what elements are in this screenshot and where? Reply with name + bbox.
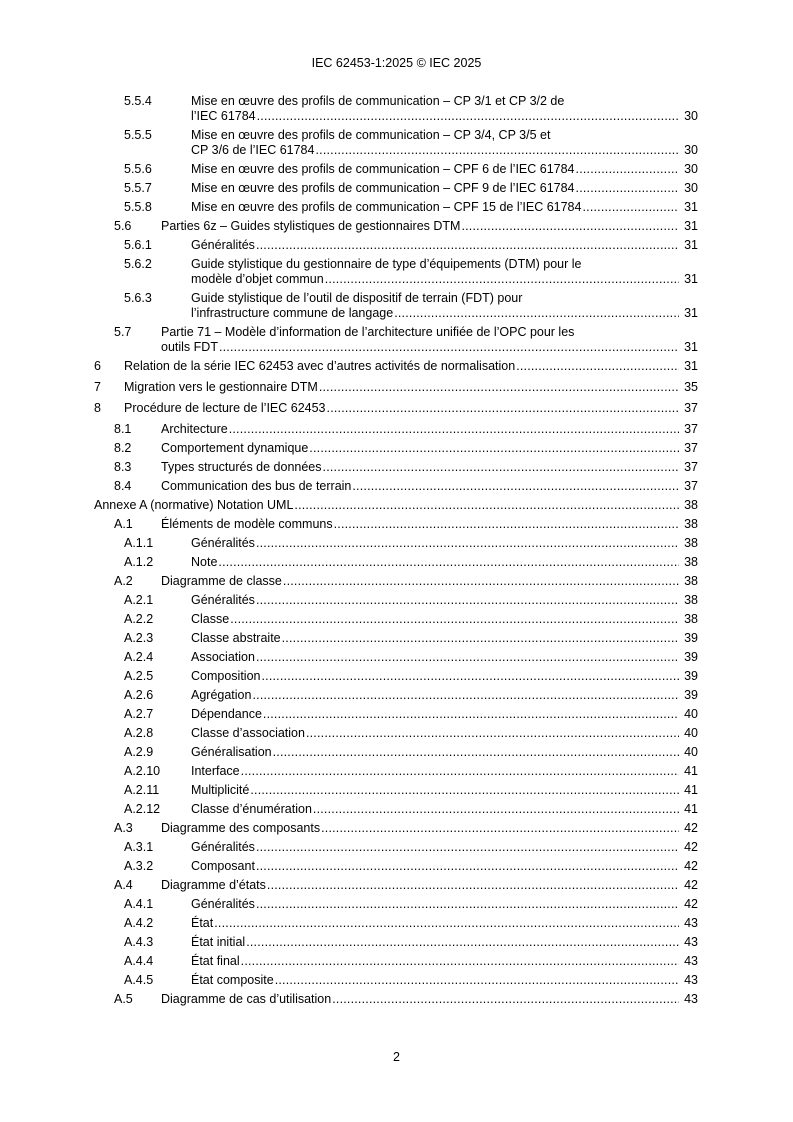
toc-dot-leader [576, 162, 679, 177]
toc-entry[interactable] [0, 935, 793, 950]
toc-dot-leader [275, 973, 679, 988]
toc-dot-leader [246, 935, 679, 950]
toc-entry[interactable] [0, 291, 793, 321]
toc-entry-title: Note [191, 555, 218, 569]
toc-dot-leader [323, 460, 679, 475]
toc-entry-page: 37 [684, 441, 698, 455]
toc-entry-title: Diagramme de cas d’utilisation [161, 992, 332, 1006]
toc-entry[interactable] [0, 498, 793, 513]
toc-dot-leader [250, 783, 679, 798]
toc-dot-leader [241, 764, 679, 779]
toc-entry-number: 6 [94, 359, 101, 373]
toc-dot-leader [256, 593, 679, 608]
toc-dot-leader [267, 878, 679, 893]
toc-entry-number: 5.6.3 [124, 291, 152, 305]
toc-entry-page: 31 [684, 359, 698, 373]
toc-entry-page: 37 [684, 479, 698, 493]
toc-dot-leader [252, 688, 679, 703]
toc-dot-leader [263, 707, 679, 722]
toc-entry-title: CP 3/6 de l’IEC 61784 [191, 143, 315, 157]
toc-entry-number: A.2.2 [124, 612, 154, 626]
toc-entry-title: Mise en œuvre des profils de communication – CPF 6 de l’IEC 61784 [191, 162, 575, 176]
toc-entry-page: 41 [684, 783, 698, 797]
toc-entry-number: 5.6.2 [124, 257, 152, 271]
toc-entry-number: A.3 [114, 821, 133, 835]
toc-entry-title: Interface [191, 764, 240, 778]
toc-entry-title: Classe abstraite [191, 631, 281, 645]
toc-entry[interactable] [0, 878, 793, 893]
toc-entry[interactable] [0, 669, 793, 684]
toc-entry-title: Architecture [161, 422, 228, 436]
toc-dot-leader [282, 631, 679, 646]
toc-dot-leader [214, 916, 679, 931]
toc-entry[interactable] [0, 536, 793, 551]
toc-entry-number: A.2.9 [124, 745, 154, 759]
toc-entry-title: Éléments de modèle communs [161, 517, 333, 531]
toc-entry-title: l’IEC 61784 [191, 109, 256, 123]
toc-entry-page: 38 [684, 498, 698, 512]
toc-entry-page: 38 [684, 574, 698, 588]
toc-entry-title: Agrégation [191, 688, 252, 702]
toc-entry[interactable] [0, 574, 793, 589]
toc-dot-leader [315, 143, 679, 158]
toc-entry-title: Généralisation [191, 745, 272, 759]
toc-entry-number: A.2.7 [124, 707, 154, 721]
toc-dot-leader [334, 517, 679, 532]
toc-entry-number: 8.1 [114, 422, 132, 436]
toc-entry-title: Mise en œuvre des profils de communication – CP 3/4, CP 3/5 et [191, 128, 551, 142]
toc-entry-number: A.4.5 [124, 973, 154, 987]
toc-entry[interactable] [0, 128, 793, 158]
toc-entry-title: l’infrastructure commune de langage [191, 306, 394, 320]
toc-entry-title: Relation de la série IEC 62453 avec d’autres activités de normalisation [124, 359, 516, 373]
toc-entry-number: 5.5.8 [124, 200, 152, 214]
toc-dot-leader [256, 650, 679, 665]
toc-entry-number: 5.7 [114, 325, 132, 339]
toc-entry-page: 40 [684, 707, 698, 721]
toc-entry-number: 5.5.5 [124, 128, 152, 142]
page-number: 2 [393, 1050, 400, 1064]
toc-entry-page: 39 [684, 688, 698, 702]
toc-entry-title: Migration vers le gestionnaire DTM [124, 380, 318, 394]
toc-entry-number: A.4 [114, 878, 133, 892]
toc-entry-title: Guide stylistique du gestionnaire de type d’équipements (DTM) pour le [191, 257, 582, 271]
toc-dot-leader [516, 359, 679, 374]
toc-entry[interactable] [0, 380, 793, 395]
toc-entry-number: A.4.4 [124, 954, 154, 968]
toc-entry-page: 43 [684, 954, 698, 968]
toc-entry-page: 40 [684, 745, 698, 759]
toc-dot-leader [256, 238, 679, 253]
toc-entry-title: Annexe A (normative) Notation UML [94, 498, 294, 512]
toc-dot-leader [261, 669, 679, 684]
page-header: IEC 62453-1:2025 © IEC 2025 [311, 56, 482, 70]
toc-entry-title: Diagramme de classe [161, 574, 282, 588]
toc-entry-number: A.4.3 [124, 935, 154, 949]
toc-entry-page: 30 [684, 109, 698, 123]
toc-dot-leader [273, 745, 679, 760]
toc-entry-page: 43 [684, 935, 698, 949]
toc-entry-number: A.1.1 [124, 536, 154, 550]
toc-entry-number: A.2.5 [124, 669, 154, 683]
toc-entry[interactable] [0, 954, 793, 969]
toc-entry-page: 31 [684, 200, 698, 214]
toc-entry[interactable] [0, 200, 793, 215]
toc-entry-number: 5.6.1 [124, 238, 152, 252]
toc-entry-page: 41 [684, 764, 698, 778]
toc-dot-leader [582, 200, 679, 215]
toc-entry[interactable] [0, 821, 793, 836]
toc-entry-number: 5.5.7 [124, 181, 152, 195]
toc-entry-page: 38 [684, 517, 698, 531]
toc-entry-page: 30 [684, 181, 698, 195]
toc-entry-page: 31 [684, 238, 698, 252]
toc-entry-number: A.2 [114, 574, 133, 588]
toc-dot-leader [230, 612, 679, 627]
toc-entry-title: Composant [191, 859, 255, 873]
toc-entry-title: Association [191, 650, 255, 664]
toc-entry[interactable] [0, 973, 793, 988]
toc-dot-leader [294, 498, 679, 513]
toc-entry-page: 41 [684, 802, 698, 816]
toc-entry-number: A.2.11 [124, 783, 160, 797]
toc-entry-title: État [191, 916, 214, 930]
toc-entry-page: 37 [684, 422, 698, 436]
toc-dot-leader [313, 802, 679, 817]
toc-entry-page: 42 [684, 859, 698, 873]
toc-entry-title: Généralités [191, 840, 255, 854]
toc-entry-number: 8 [94, 401, 101, 415]
toc-entry[interactable] [0, 555, 793, 570]
toc-dot-leader [325, 272, 679, 287]
toc-entry[interactable] [0, 219, 793, 234]
toc-dot-leader [576, 181, 679, 196]
toc-entry[interactable] [0, 707, 793, 722]
toc-entry-title: Diagramme des composants [161, 821, 321, 835]
toc-entry-title: Mise en œuvre des profils de communication – CPF 9 de l’IEC 61784 [191, 181, 575, 195]
toc-entry[interactable] [0, 745, 793, 760]
toc-entry-title: Types structurés de données [161, 460, 322, 474]
toc-entry[interactable] [0, 612, 793, 627]
toc-entry[interactable] [0, 840, 793, 855]
toc-entry-number: A.2.10 [124, 764, 161, 778]
toc-entry-number: 7 [94, 380, 101, 394]
toc-dot-leader [332, 992, 679, 1007]
toc-entry-title: outils FDT [161, 340, 218, 354]
toc-entry-page: 38 [684, 593, 698, 607]
toc-entry-page: 39 [684, 650, 698, 664]
toc-entry-title: Comportement dynamique [161, 441, 309, 455]
toc-entry-title: Dépendance [191, 707, 262, 721]
toc-entry-number: 5.5.4 [124, 94, 152, 108]
toc-entry-title: État final [191, 954, 240, 968]
toc-dot-leader [256, 840, 679, 855]
toc-dot-leader [256, 859, 679, 874]
toc-entry-number: A.3.2 [124, 859, 154, 873]
toc-entry[interactable] [0, 441, 793, 456]
toc-entry-page: 31 [684, 219, 698, 233]
toc-entry-title: Communication des bus de terrain [161, 479, 352, 493]
toc-dot-leader [229, 422, 679, 437]
toc-dot-leader [218, 555, 679, 570]
toc-entry-title: Classe d’association [191, 726, 305, 740]
toc-dot-leader [256, 897, 679, 912]
toc-entry[interactable] [0, 460, 793, 475]
toc-entry-title: modèle d’objet commun [191, 272, 324, 286]
toc-entry-number: A.1.2 [124, 555, 154, 569]
toc-entry-title: Guide stylistique de l’outil de dispositif de terrain (FDT) pour [191, 291, 523, 305]
toc-entry[interactable] [0, 688, 793, 703]
toc-entry-title: Généralités [191, 897, 255, 911]
toc-entry[interactable] [0, 802, 793, 817]
toc-dot-leader [241, 954, 679, 969]
toc-dot-leader [327, 401, 679, 416]
toc-entry[interactable] [0, 916, 793, 931]
toc-entry-title: Diagramme d’états [161, 878, 266, 892]
toc-entry[interactable] [0, 359, 793, 374]
toc-entry-page: 37 [684, 401, 698, 415]
toc-entry-title: Composition [191, 669, 261, 683]
toc-entry-page: 30 [684, 143, 698, 157]
toc-entry[interactable] [0, 593, 793, 608]
toc-entry-title: État composite [191, 973, 274, 987]
toc-entry[interactable] [0, 181, 793, 196]
toc-entry-number: A.3.1 [124, 840, 154, 854]
toc-entry-number: A.2.6 [124, 688, 154, 702]
toc-entry-number: A.2.1 [124, 593, 154, 607]
toc-entry-title: Classe [191, 612, 230, 626]
toc-entry-page: 38 [684, 536, 698, 550]
toc-entry-number: A.5 [114, 992, 133, 1006]
toc-entry-title: Généralités [191, 238, 255, 252]
toc-entry-number: A.2.4 [124, 650, 154, 664]
toc-entry[interactable] [0, 401, 793, 416]
toc-entry-number: A.1 [114, 517, 133, 531]
toc-entry-number: A.2.3 [124, 631, 154, 645]
toc-entry[interactable] [0, 897, 793, 912]
toc-entry-number: 8.2 [114, 441, 132, 455]
toc-entry[interactable] [0, 238, 793, 253]
toc-dot-leader [461, 219, 679, 234]
toc-entry-title: État initial [191, 935, 246, 949]
toc-entry-number: 8.4 [114, 479, 132, 493]
toc-entry-page: 37 [684, 460, 698, 474]
toc-entry-page: 43 [684, 916, 698, 930]
toc-entry-page: 39 [684, 631, 698, 645]
toc-dot-leader [352, 479, 679, 494]
toc-entry[interactable] [0, 162, 793, 177]
toc-entry-page: 31 [684, 340, 698, 354]
toc-entry-page: 35 [684, 380, 698, 394]
toc-entry[interactable] [0, 422, 793, 437]
toc-dot-leader [283, 574, 679, 589]
toc-dot-leader [321, 821, 679, 836]
toc-dot-leader [394, 306, 679, 321]
toc-entry-number: A.2.8 [124, 726, 154, 740]
toc-entry-page: 31 [684, 306, 698, 320]
toc-entry[interactable] [0, 783, 793, 798]
toc-entry-page: 38 [684, 612, 698, 626]
toc-dot-leader [319, 380, 679, 395]
toc-dot-leader [257, 109, 679, 124]
toc-entry[interactable] [0, 992, 793, 1007]
toc-entry[interactable] [0, 859, 793, 874]
table-of-contents [0, 94, 793, 1011]
toc-entry-title: Partie 71 – Modèle d’information de l’architecture unifiée de l’OPC pour les [161, 325, 575, 339]
toc-entry-page: 42 [684, 878, 698, 892]
toc-entry[interactable] [0, 726, 793, 741]
toc-dot-leader [256, 536, 679, 551]
toc-entry[interactable] [0, 764, 793, 779]
toc-entry-number: 5.5.6 [124, 162, 152, 176]
toc-entry[interactable] [0, 631, 793, 646]
toc-dot-leader [309, 441, 679, 456]
toc-dot-leader [219, 340, 679, 355]
toc-entry-page: 31 [684, 272, 698, 286]
toc-entry-page: 39 [684, 669, 698, 683]
toc-entry-page: 40 [684, 726, 698, 740]
toc-entry[interactable] [0, 479, 793, 494]
toc-entry[interactable] [0, 94, 793, 124]
toc-entry[interactable] [0, 517, 793, 532]
toc-entry-page: 42 [684, 840, 698, 854]
toc-entry-title: Procédure de lecture de l’IEC 62453 [124, 401, 326, 415]
toc-entry-page: 43 [684, 992, 698, 1006]
toc-entry-title: Mise en œuvre des profils de communication – CPF 15 de l’IEC 61784 [191, 200, 582, 214]
toc-entry-title: Parties 6z – Guides stylistiques de gestionnaires DTM [161, 219, 461, 233]
toc-entry-title: Classe d’énumération [191, 802, 312, 816]
toc-entry-title: Généralités [191, 593, 255, 607]
toc-entry-title: Généralités [191, 536, 255, 550]
toc-entry-page: 30 [684, 162, 698, 176]
toc-entry-number: A.2.12 [124, 802, 161, 816]
toc-entry-number: A.4.1 [124, 897, 154, 911]
toc-entry[interactable] [0, 650, 793, 665]
toc-entry[interactable] [0, 325, 793, 355]
toc-entry-number: 8.3 [114, 460, 132, 474]
toc-entry-number: 5.6 [114, 219, 132, 233]
toc-entry-page: 43 [684, 973, 698, 987]
toc-entry[interactable] [0, 257, 793, 287]
toc-entry-page: 42 [684, 897, 698, 911]
toc-entry-title: Multiplicité [191, 783, 250, 797]
toc-dot-leader [306, 726, 679, 741]
toc-entry-page: 42 [684, 821, 698, 835]
toc-entry-number: A.4.2 [124, 916, 154, 930]
toc-entry-title: Mise en œuvre des profils de communication – CP 3/1 et CP 3/2 de [191, 94, 565, 108]
toc-entry-page: 38 [684, 555, 698, 569]
